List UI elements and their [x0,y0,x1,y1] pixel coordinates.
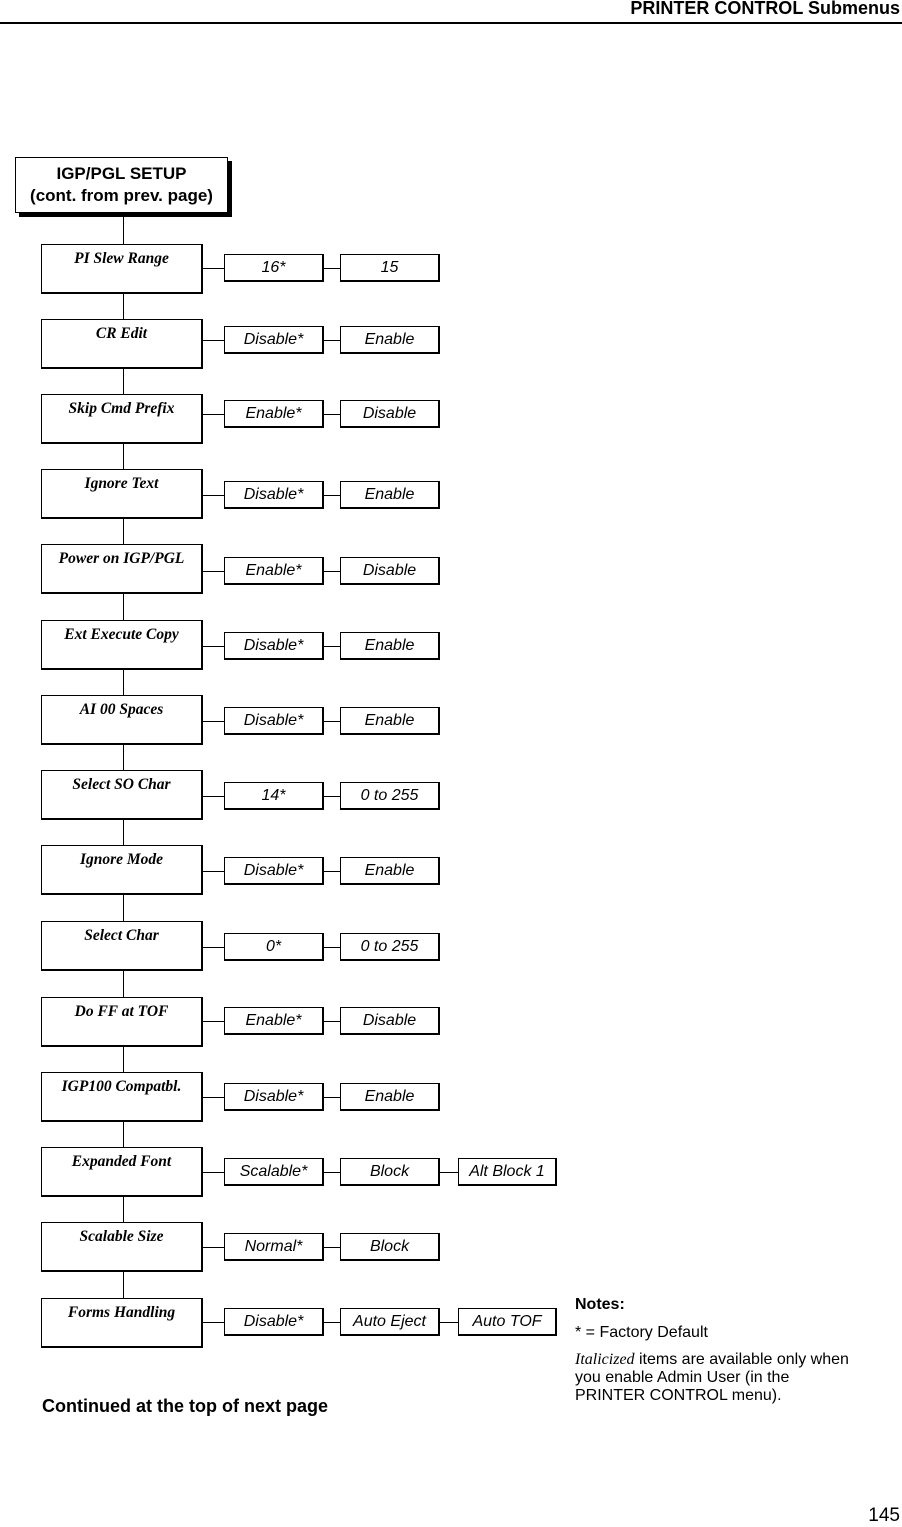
connector [203,721,224,722]
spine-6 [123,670,124,695]
option: Auto Eject [340,1308,440,1336]
menu-item-pi-slew-range: PI Slew Range [41,244,203,294]
connector [203,495,224,496]
menu-item-skip-cmd-prefix: Skip Cmd Prefix [41,394,203,444]
option-default: Disable* [224,481,324,509]
option-default: Disable* [224,857,324,885]
connector [324,1247,340,1248]
notes-admin-text: items are available only when you enable Admin User (in the PRINTER CONTROL menu). [575,1351,849,1404]
connector [324,871,340,872]
menu-item-select-char: Select Char [41,921,203,971]
connector [324,571,340,572]
menu-item-ignore-text: Ignore Text [41,469,203,519]
option: Disable [340,557,440,585]
notes-block [575,1296,855,1414]
setup-title-box [15,157,228,213]
spine-12 [123,1122,124,1147]
setup-title-line2: (cont. from prev. page) [30,186,213,205]
spine-5 [123,594,124,620]
spine-0 [123,213,124,244]
spine-1 [123,294,124,319]
spine-8 [123,820,124,845]
connector [324,796,340,797]
notes-admin [575,1351,855,1405]
spine-10 [123,971,124,997]
option-default: Disable* [224,1308,324,1336]
connector [440,1172,458,1173]
option-default: Scalable* [224,1158,324,1186]
spine-9 [123,895,124,921]
option: 0 to 255 [340,933,440,961]
connector [324,721,340,722]
option-default: Enable* [224,557,324,585]
option: Alt Block 1 [458,1158,557,1186]
spine-2 [123,369,124,394]
menu-item-ignore-mode: Ignore Mode [41,845,203,895]
option: Block [340,1158,440,1186]
option: Auto TOF [458,1308,557,1336]
connector [203,947,224,948]
menu-item-scalable-size: Scalable Size [41,1222,203,1272]
page-header [0,0,902,24]
spine-7 [123,745,124,770]
menu-item-expanded-font: Expanded Font [41,1147,203,1197]
option: Enable [340,481,440,509]
spine-14 [123,1272,124,1298]
connector [324,1322,340,1323]
connector [324,947,340,948]
connector [203,1172,224,1173]
option: 15 [340,254,440,282]
connector [324,268,340,269]
connector [203,414,224,415]
connector [203,1021,224,1022]
connector [203,1322,224,1323]
option: Disable [340,400,440,428]
option: Enable [340,1083,440,1111]
notes-title: Notes: [575,1296,625,1313]
notes-default: * = Factory Default [575,1324,708,1341]
option: Block [340,1233,440,1261]
connector [324,646,340,647]
spine-3 [123,444,124,469]
option-default: Enable* [224,400,324,428]
connector [324,414,340,415]
menu-item-do-ff-at-tof: Do FF at TOF [41,997,203,1047]
connector [203,871,224,872]
connector [203,340,224,341]
option-default: Disable* [224,326,324,354]
header-title: PRINTER CONTROL Submenus [630,0,900,18]
connector [203,1247,224,1248]
option: Disable [340,1007,440,1035]
option-default: Disable* [224,632,324,660]
option: Enable [340,707,440,735]
connector [203,268,224,269]
connector [324,1172,340,1173]
spine-11 [123,1047,124,1072]
menu-item-forms-handling: Forms Handling [41,1298,203,1348]
spine-4 [123,519,124,544]
option-default: Enable* [224,1007,324,1035]
option: Enable [340,632,440,660]
setup-title-line1: IGP/PGL SETUP [56,164,187,183]
menu-item-ext-execute-copy: Ext Execute Copy [41,620,203,670]
connector [324,1097,340,1098]
connector [440,1322,458,1323]
page-number: 145 [868,1505,900,1526]
connector [203,1097,224,1098]
connector [203,796,224,797]
option-default: 16* [224,254,324,282]
connector [324,1021,340,1022]
spine-13 [123,1197,124,1222]
connector [324,495,340,496]
continued-note: Continued at the top of next page [42,1396,328,1416]
option-default: 0* [224,933,324,961]
option-default: 14* [224,782,324,810]
menu-item-select-so-char: Select SO Char [41,770,203,820]
connector [203,571,224,572]
menu-item-ai-00-spaces: AI 00 Spaces [41,695,203,745]
notes-italic-word: Italicized [575,1351,635,1368]
menu-item-igp100-compatbl: IGP100 Compatbl. [41,1072,203,1122]
option: 0 to 255 [340,782,440,810]
option-default: Disable* [224,1083,324,1111]
option: Enable [340,326,440,354]
menu-item-cr-edit: CR Edit [41,319,203,369]
connector [203,646,224,647]
connector [324,340,340,341]
option: Enable [340,857,440,885]
menu-item-power-on-igp-pgl: Power on IGP/PGL [41,544,203,594]
option-default: Disable* [224,707,324,735]
option-default: Normal* [224,1233,324,1261]
